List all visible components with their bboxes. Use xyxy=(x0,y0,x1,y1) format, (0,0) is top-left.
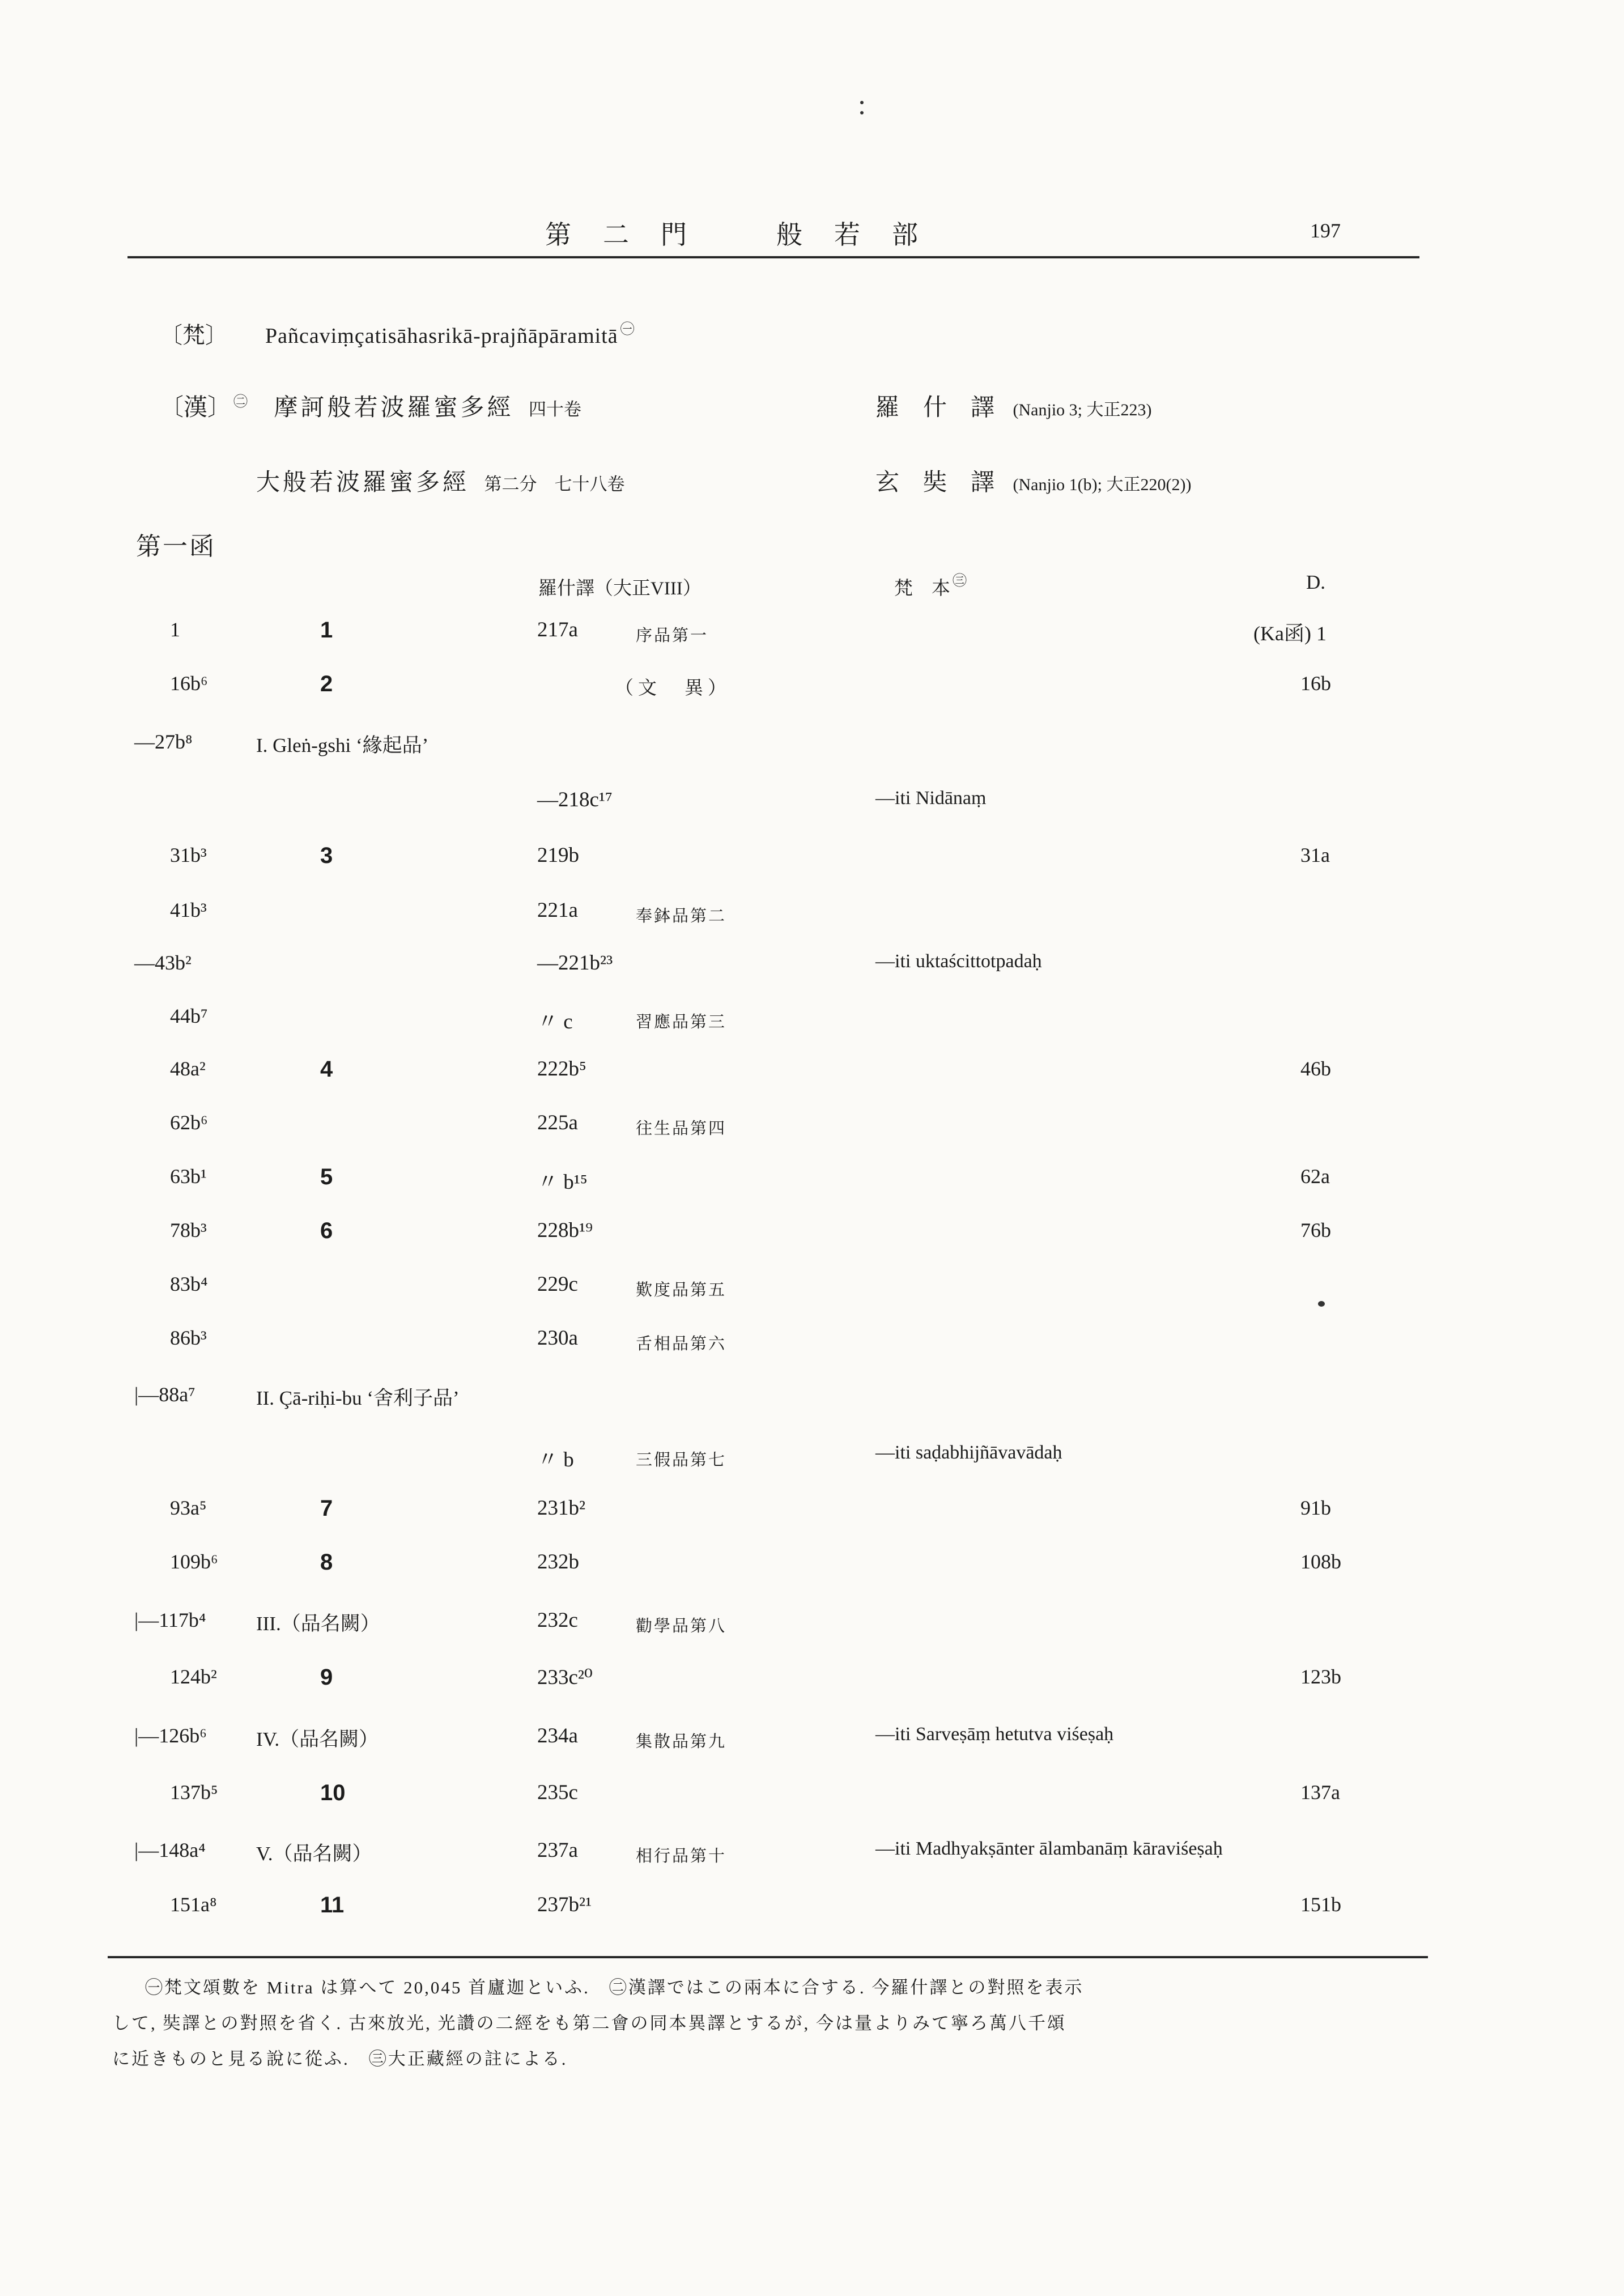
cell-sanskrit-incipit: —iti Sarveṣāṃ hetutva viśeṣaḥ xyxy=(875,1724,1114,1745)
sanskrit-label: 〔梵〕 xyxy=(160,322,228,348)
cell-chapter-number: 8 xyxy=(320,1550,333,1575)
cell-left-ref: 41b³ xyxy=(170,899,207,921)
cell-left-ref: 31b³ xyxy=(170,844,207,866)
table-row xyxy=(0,1218,1624,1259)
cell-left-ref: |—126b⁶ xyxy=(134,1724,207,1747)
table-row xyxy=(0,788,1624,828)
cell-left-ref: |—117b⁴ xyxy=(134,1609,206,1631)
cell-kumarajiva-page: 233c²⁰ xyxy=(537,1666,593,1689)
cell-kumarajiva-page: 235c xyxy=(537,1781,578,1804)
cell-chapter-title: 往生品第四 xyxy=(636,1120,727,1138)
cell-chapter-title: 相行品第十 xyxy=(636,1847,727,1865)
sanskrit-title-line xyxy=(160,317,635,350)
table-row xyxy=(0,1608,1624,1649)
cell-d-ref: 16b xyxy=(1300,672,1331,695)
table-row xyxy=(0,1724,1624,1764)
footnote-line-1: ㊀梵文頌數を Mitra は算へて 20,045 首廬迦といふ. ㊁漢譯ではこの兩本に合する. 今羅什譯との對照を表示 xyxy=(145,1978,1084,1997)
cell-d-ref: (Ka函) 1 xyxy=(1253,622,1327,645)
cell-chapter-number: 5 xyxy=(320,1164,333,1189)
cell-chapter-title: 舌相品第六 xyxy=(636,1335,727,1353)
footnote-mark-1: ㊀ xyxy=(620,322,635,337)
header-rule xyxy=(127,256,1419,258)
cell-kumarajiva-page: 219b xyxy=(537,844,579,867)
cell-sanskrit-incipit: —iti Nidānaṃ xyxy=(875,788,987,809)
cell-kumarajiva-page: 225a xyxy=(537,1111,578,1134)
sanskrit-title: Pañcaviṃçatisāhasrikā-prajñāpāramitā xyxy=(265,324,618,348)
cell-division-label: II. Çā-riḥi-bu ‘舍利子品’ xyxy=(256,1387,460,1409)
cell-kumarajiva-page: 232b xyxy=(537,1550,579,1574)
cell-kumarajiva-page: 231b² xyxy=(537,1496,586,1520)
cell-kumarajiva-page: —218c¹⁷ xyxy=(537,788,613,811)
cell-division-label: I. Gleṅ-gshi ‘緣起品’ xyxy=(256,734,429,756)
cell-chapter-number: 6 xyxy=(320,1218,333,1243)
cell-left-ref: —27b⁸ xyxy=(134,730,193,753)
table-row xyxy=(0,618,1624,658)
cell-d-ref: 151b xyxy=(1300,1893,1341,1916)
table-row xyxy=(0,1550,1624,1591)
cell-chapter-number: 11 xyxy=(320,1893,345,1917)
table-row xyxy=(0,1057,1624,1098)
cell-chapter-title: （文 異） xyxy=(615,678,731,699)
cell-left-ref: 151a⁸ xyxy=(170,1893,217,1916)
cell-kumarajiva-page: 〃 c xyxy=(537,1010,573,1034)
table-row xyxy=(0,843,1624,884)
cell-kumarajiva-page: 237b²¹ xyxy=(537,1893,592,1916)
cell-kumarajiva-page: —221b²³ xyxy=(537,951,613,975)
table-row xyxy=(0,1893,1624,1933)
cell-d-ref: 76b xyxy=(1300,1219,1331,1241)
table-row xyxy=(0,671,1624,712)
cell-left-ref: 62b⁶ xyxy=(170,1111,208,1134)
cell-kumarajiva-page: 〃 b¹⁵ xyxy=(537,1171,588,1194)
cell-sanskrit-incipit: —iti Madhyakṣānter ālambanāṃ kāraviśeṣaḥ xyxy=(875,1838,1223,1859)
translator-1-name: 羅 什 譯 xyxy=(875,395,995,421)
cell-chapter-number: 4 xyxy=(320,1057,333,1082)
cell-kumarajiva-page: 222b⁵ xyxy=(537,1057,586,1081)
cell-chapter-title: 歎度品第五 xyxy=(636,1281,727,1299)
footnote-line-3: に近きものと見る說に從ふ. ㊂大正藏經の註による. xyxy=(112,2049,568,2069)
chinese-title-1-fascicles: 四十卷 xyxy=(529,399,582,419)
table-row xyxy=(0,1383,1624,1423)
cell-chapter-title: 勸學品第八 xyxy=(636,1617,727,1635)
chinese-label: 〔漢〕 xyxy=(160,395,232,421)
cell-left-ref: 63b¹ xyxy=(170,1165,207,1188)
cell-chapter-number: 9 xyxy=(320,1665,333,1690)
chinese-title-2: 大般若波羅蜜多經 xyxy=(256,470,470,496)
cell-left-ref: 48a² xyxy=(170,1057,206,1080)
col-header-d: D. xyxy=(1306,571,1326,593)
cell-left-ref: 109b⁶ xyxy=(170,1550,218,1573)
cell-division-label: V.（品名闕） xyxy=(256,1843,372,1865)
scan-artifact-dot xyxy=(860,111,864,114)
chinese-title-line-1 xyxy=(160,389,581,423)
chinese-title-1: 摩訶般若波羅蜜多經 xyxy=(274,395,514,421)
cell-left-ref: 16b⁶ xyxy=(170,672,208,695)
cell-chapter-title: 習應品第三 xyxy=(636,1013,727,1031)
cell-kumarajiva-page: 〃 b xyxy=(537,1448,574,1472)
cell-d-ref: 123b xyxy=(1300,1665,1341,1688)
cell-left-ref: 44b⁷ xyxy=(170,1005,208,1027)
cell-division-label: IV.（品名闕） xyxy=(256,1728,379,1750)
cell-d-ref: 108b xyxy=(1300,1550,1341,1573)
table-row xyxy=(0,1326,1624,1367)
cell-d-ref: 46b xyxy=(1300,1057,1331,1080)
col-header-kumarajiva: 羅什譯（大正VIII） xyxy=(538,579,702,599)
cell-left-ref: 93a⁵ xyxy=(170,1496,207,1519)
cell-chapter-title: 三假品第七 xyxy=(636,1451,727,1469)
translator-2-name: 玄 奘 譯 xyxy=(875,470,995,496)
table-row xyxy=(0,1496,1624,1537)
table-row xyxy=(0,1780,1624,1821)
cell-chapter-title: 奉鉢品第二 xyxy=(636,907,727,925)
cell-kumarajiva-page: 234a xyxy=(537,1724,578,1747)
cell-kumarajiva-page: 232c xyxy=(537,1609,578,1632)
translator-2-reference: (Nanjio 1(b); 大正220(2)) xyxy=(1013,475,1192,494)
cell-kumarajiva-page: 230a xyxy=(537,1326,578,1350)
cell-chapter-title: 序品第一 xyxy=(636,627,709,645)
footnote-mark-3: ㊂ xyxy=(953,573,967,589)
table-row xyxy=(0,898,1624,939)
cell-left-ref: |—148a⁴ xyxy=(134,1839,206,1861)
col-header-sanskrit xyxy=(894,573,967,600)
footnote-line-2: して, 奘譯との對照を省く. 古來放光, 光讚の二經をも第二會の同本異譯とするが, 今は量よりみて寧ろ萬八千頌 xyxy=(112,2013,1066,2033)
cell-kumarajiva-page: 228b¹⁹ xyxy=(537,1219,593,1242)
cell-d-ref: 62a xyxy=(1300,1165,1330,1188)
cell-left-ref: —43b² xyxy=(134,951,192,974)
translator-line-2 xyxy=(875,464,1191,498)
cell-sanskrit-incipit: —iti saḍabhijñāvavādaḥ xyxy=(875,1442,1062,1463)
footnote-mark-2: ㊁ xyxy=(233,394,248,410)
cell-left-ref: 137b⁵ xyxy=(170,1781,218,1804)
table-row xyxy=(0,1838,1624,1879)
cell-d-ref: 91b xyxy=(1300,1496,1331,1519)
table-row xyxy=(0,1004,1624,1045)
cell-d-ref: 137a xyxy=(1300,1781,1340,1804)
cell-division-label: III.（品名闕） xyxy=(256,1613,380,1635)
translator-line-1 xyxy=(875,389,1151,423)
table-row xyxy=(0,1665,1624,1706)
page-header-title: 第二門 般若部 xyxy=(545,220,950,249)
page-number: 197 xyxy=(1310,219,1341,242)
cell-sanskrit-incipit: —iti uktaścittotpadaḥ xyxy=(875,951,1042,972)
table-row xyxy=(0,1164,1624,1205)
cell-chapter-title: 集散品第九 xyxy=(636,1733,727,1751)
cell-left-ref: |—88a⁷ xyxy=(134,1383,195,1406)
table-row xyxy=(0,951,1624,992)
cell-left-ref: 83b⁴ xyxy=(170,1273,208,1295)
footnote-rule xyxy=(108,1956,1428,1958)
cell-left-ref: 124b² xyxy=(170,1665,217,1688)
cell-left-ref: 86b³ xyxy=(170,1326,207,1349)
cell-kumarajiva-page: 237a xyxy=(537,1839,578,1862)
chinese-title-2-fascicles: 第二分 七十八卷 xyxy=(484,474,625,494)
chinese-title-line-2 xyxy=(256,464,625,498)
cell-chapter-number: 3 xyxy=(320,843,333,868)
cell-chapter-number: 2 xyxy=(320,671,333,696)
table-row xyxy=(0,1272,1624,1313)
cell-left-ref: 78b³ xyxy=(170,1219,207,1241)
col-header-sanskrit-label: 梵 本 xyxy=(894,579,950,599)
cell-d-ref: 31a xyxy=(1300,844,1330,866)
scan-artifact-dot xyxy=(860,101,864,104)
cell-kumarajiva-page: 221a xyxy=(537,899,578,922)
table-row xyxy=(0,1442,1624,1483)
cell-kumarajiva-page: 217a xyxy=(537,618,578,641)
cell-chapter-number: 10 xyxy=(320,1780,346,1805)
table-row xyxy=(0,730,1624,771)
cell-chapter-number: 7 xyxy=(320,1496,333,1521)
case-label: 第一函 xyxy=(136,533,216,560)
cell-chapter-number: 1 xyxy=(320,618,333,643)
translator-1-reference: (Nanjio 3; 大正223) xyxy=(1013,401,1152,419)
cell-left-ref: 1 xyxy=(170,618,180,641)
cell-kumarajiva-page: 229c xyxy=(537,1273,578,1296)
table-row xyxy=(0,1111,1624,1151)
